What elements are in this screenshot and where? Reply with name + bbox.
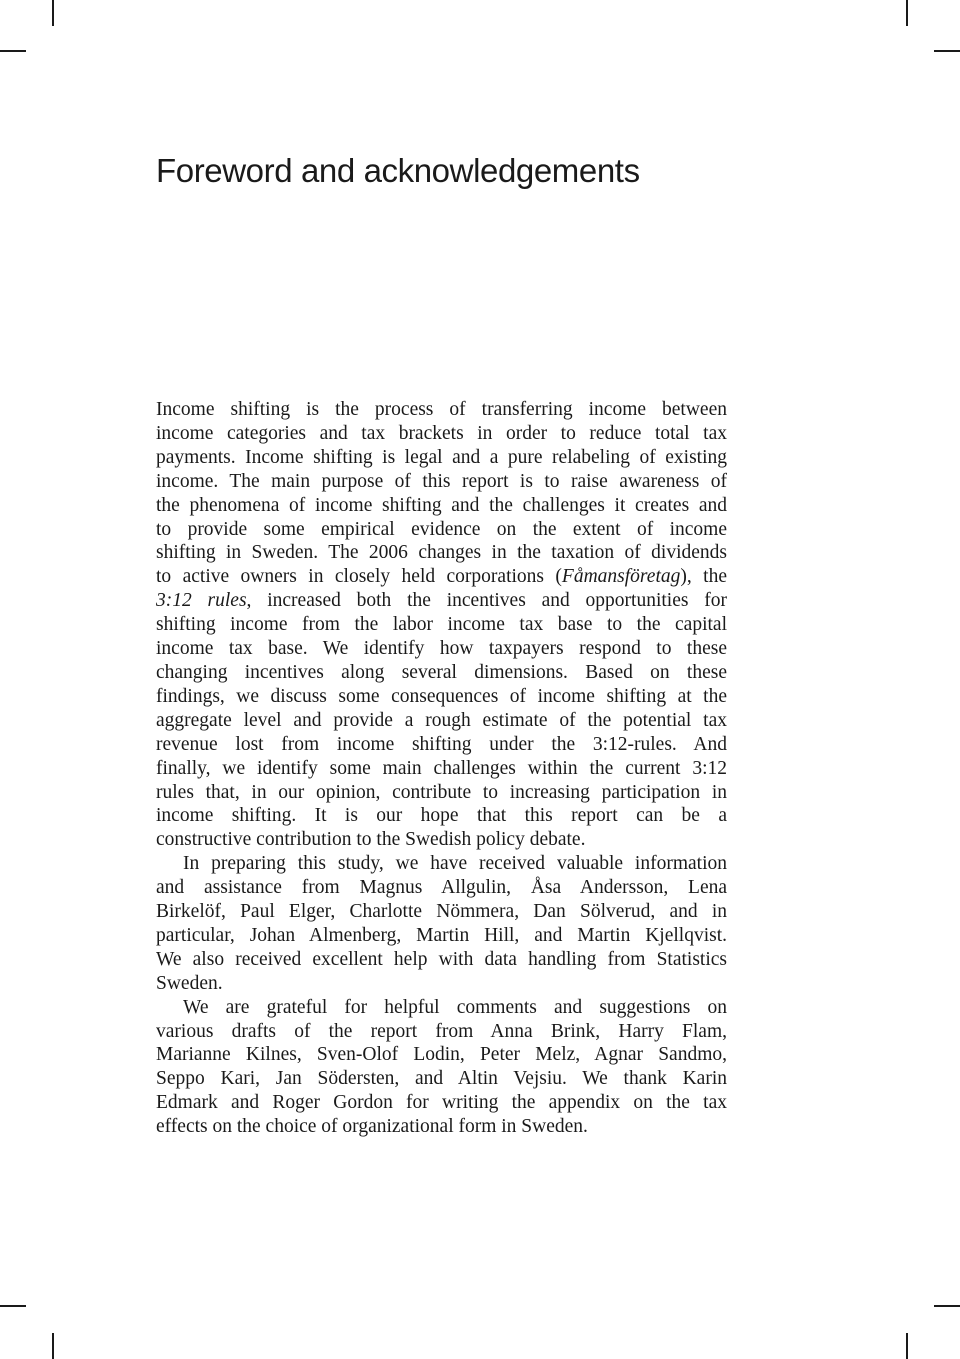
italic-text: 3:12 rules: [156, 590, 247, 612]
page-title: Foreword and acknowledgements: [156, 152, 640, 189]
crop-mark-bottom-right-horizontal: [934, 1305, 960, 1307]
text-line: shifting in Sweden. The 2006 changes in the taxation of dividends: [156, 542, 727, 564]
text-line: aggregate level and provide a rough estimate of the potential tax: [156, 709, 727, 731]
text-line: [156, 589, 727, 613]
text-line: Income shifting is the process of transferring income between: [156, 399, 727, 420]
text-segment: ), the: [680, 566, 727, 588]
text-line: and assistance from Magnus Allgulin, Åsa Andersson, Lena: [156, 877, 727, 899]
text-line: the phenomena of income shifting and the challenges it creates and: [156, 494, 727, 516]
text-line: constructive contribution to the Swedish policy debate.: [156, 829, 586, 851]
text-line: effects on the choice of organizational form in Sweden.: [156, 1116, 588, 1138]
text-segment: to active owners in closely held corporations (: [156, 566, 562, 588]
text-line: changing incentives along several dimensions. Based on these: [156, 661, 727, 683]
text-line: We are grateful for helpful comments and suggestions on: [183, 996, 727, 1018]
crop-mark-top-right-horizontal: [934, 50, 960, 52]
crop-mark-bottom-left-vertical: [52, 1333, 54, 1359]
text-line: income. The main purpose of this report is to raise awareness of: [156, 470, 727, 492]
text-line: income shifting. It is our hope that this report can be a: [156, 805, 727, 827]
text-line: shifting income from the labor income tax base to the capital: [156, 614, 727, 636]
text-line: to provide some empirical evidence on the extent of income: [156, 518, 727, 540]
crop-mark-bottom-right-vertical: [906, 1333, 908, 1359]
text-line: Marianne Kilnes, Sven-Olof Lodin, Peter Melz, Agnar Sandmo,: [156, 1044, 727, 1066]
text-line: particular, Johan Almenberg, Martin Hill, and Martin Kjellqvist.: [156, 924, 727, 946]
foreword-body: [156, 398, 727, 1139]
paragraph-assistance: [156, 852, 727, 995]
crop-mark-bottom-left-horizontal: [0, 1305, 26, 1307]
text-line: Seppo Kari, Jan Södersten, and Altin Vejsiu. We thank Karin: [156, 1068, 727, 1090]
paragraph-purpose: [156, 398, 727, 852]
crop-mark-top-right-vertical: [906, 0, 908, 26]
text-segment: , increased both the incentives and opportunities for: [246, 590, 727, 612]
text-line: [156, 565, 727, 589]
italic-text: Fåmansföretag: [561, 566, 681, 588]
text-line: findings, we discuss some consequences of income shifting at the: [156, 685, 727, 707]
text-line: In preparing this study, we have received valuable information: [183, 853, 727, 875]
crop-mark-top-left-vertical: [52, 0, 54, 26]
text-line: income categories and tax brackets in order to reduce total tax: [156, 422, 727, 444]
text-line: various drafts of the report from Anna Brink, Harry Flam,: [156, 1020, 727, 1042]
text-line: Sweden.: [156, 972, 223, 994]
paragraph-comments: [156, 996, 727, 1139]
text-line: Birkelöf, Paul Elger, Charlotte Nömmera, Dan Sölverud, and in: [156, 901, 727, 923]
text-line: income tax base. We identify how taxpayers respond to these: [156, 638, 727, 660]
text-line: rules that, in our opinion, contribute to increasing participation in: [156, 781, 727, 803]
text-line: finally, we identify some main challenges within the current 3:12: [156, 757, 727, 779]
text-line: Edmark and Roger Gordon for writing the appendix on the tax: [156, 1092, 727, 1114]
text-line: We also received excellent help with data handling from Statistics: [156, 948, 727, 970]
crop-mark-top-left-horizontal: [0, 50, 26, 52]
text-line: revenue lost from income shifting under the 3:12-rules. And: [156, 733, 727, 755]
text-line: payments. Income shifting is legal and a pure relabeling of existing: [156, 446, 727, 468]
